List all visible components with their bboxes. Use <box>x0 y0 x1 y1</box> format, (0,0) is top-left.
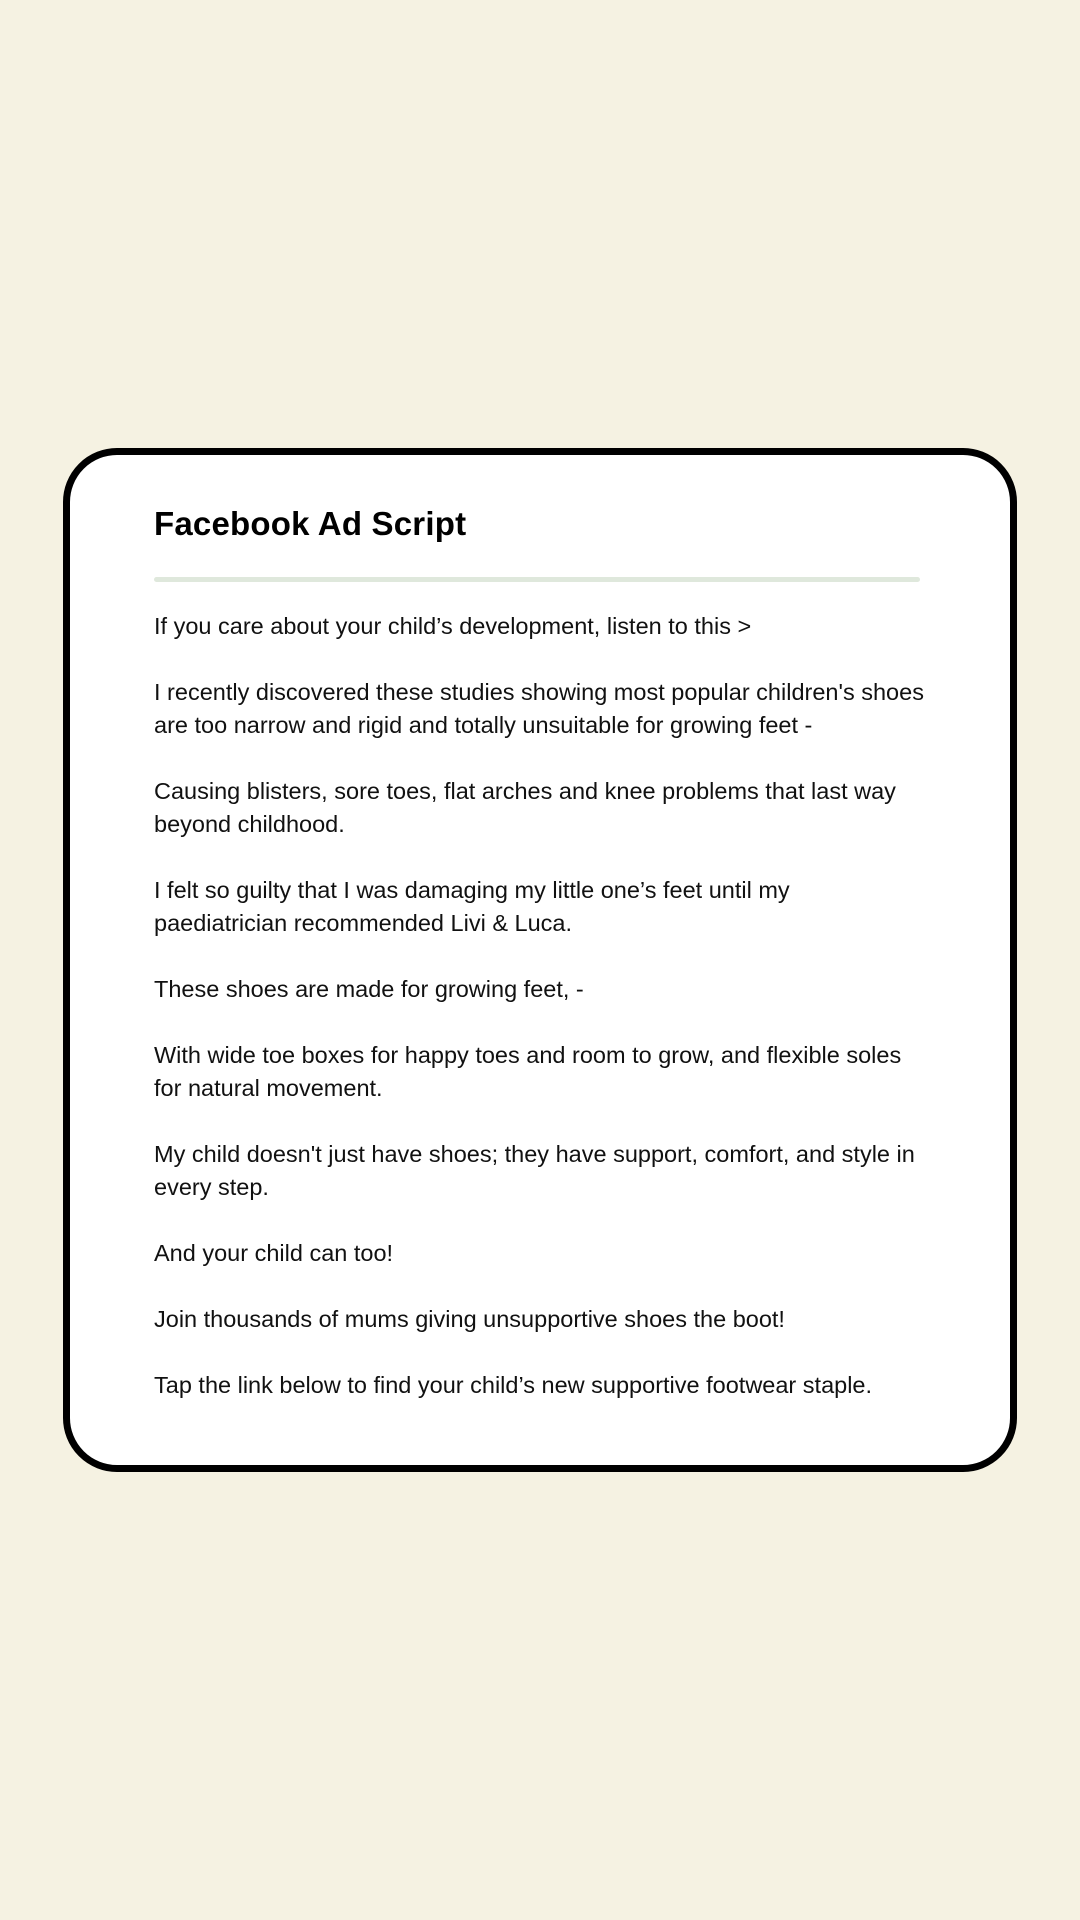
script-body <box>154 610 924 1402</box>
script-paragraph: I felt so guilty that I was damaging my little one’s feet until my paediatrician recommended Livi & Luca. <box>154 877 790 936</box>
ad-script-card <box>63 448 1017 1472</box>
script-paragraph: These shoes are made for growing feet, - <box>154 976 584 1002</box>
script-paragraph: With wide toe boxes for happy toes and room to grow, and flexible soles for natural movement. <box>154 1042 902 1101</box>
script-paragraph: My child doesn't just have shoes; they have support, comfort, and style in every step. <box>154 1141 915 1200</box>
script-paragraph: And your child can too! <box>154 1240 394 1266</box>
script-paragraph: Join thousands of mums giving unsupportive shoes the boot! <box>154 1306 785 1332</box>
card-title: Facebook Ad Script <box>154 505 467 542</box>
script-paragraph: I recently discovered these studies showing most popular children's shoes are too narrow and rigid and totally unsuitable for growing feet - <box>154 679 924 738</box>
script-paragraph: Tap the link below to find your child’s new supportive footwear staple. <box>154 1372 873 1398</box>
script-paragraph: Causing blisters, sore toes, flat arches and knee problems that last way beyond childhood. <box>154 778 896 837</box>
script-paragraph: If you care about your child’s development, listen to this > <box>154 613 752 639</box>
title-divider <box>154 577 920 582</box>
